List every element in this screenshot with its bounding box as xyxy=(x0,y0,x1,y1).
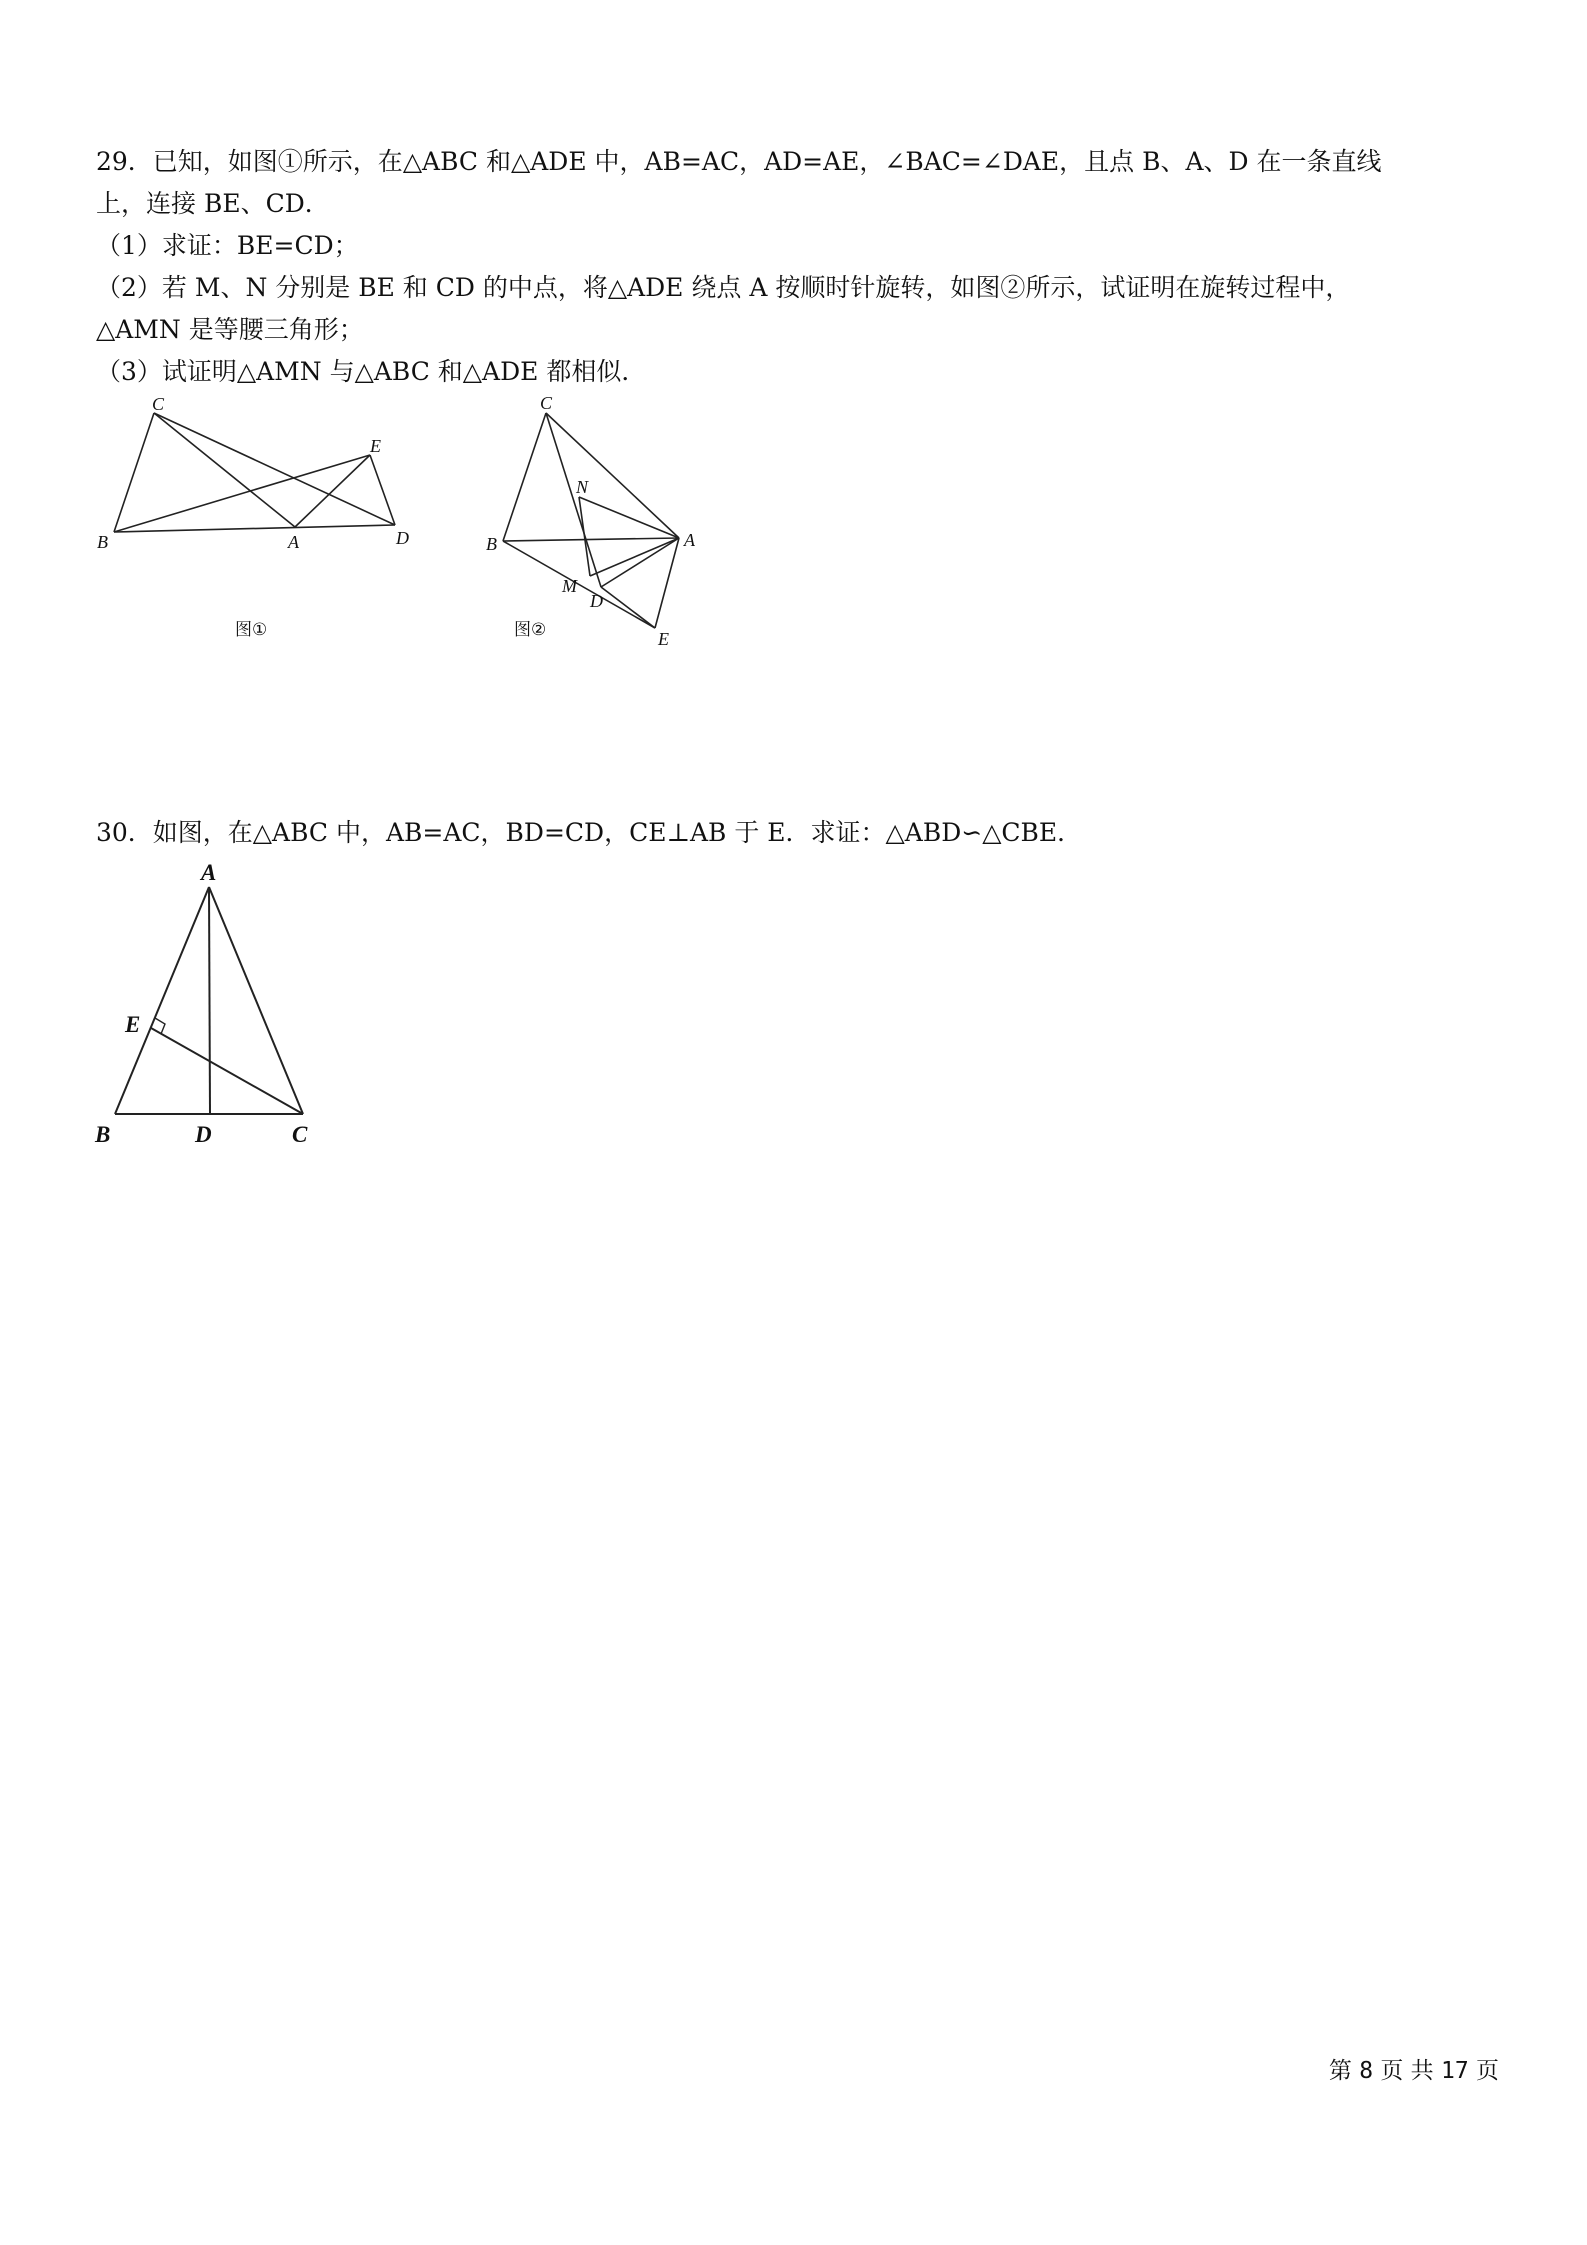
fig1-label-a: A xyxy=(288,532,299,552)
fig2-label-d: D xyxy=(590,591,603,611)
footer-middle: 页 共 xyxy=(1380,2058,1434,2084)
fig2-label-b: B xyxy=(486,534,497,554)
fig2-caption: 图② xyxy=(514,620,547,640)
q29-part-2a: （2）若 M、N 分别是 BE 和 CD 的中点，将△ADE 绕点 A 按顺时针旋转，如图②所示，试证明在旋转过程中， xyxy=(96,273,1351,302)
fig3-segment-ec xyxy=(151,1028,303,1114)
q29-part-3: （3）试证明△AMN 与△ABC 和△ADE 都相似． xyxy=(96,357,647,386)
fig2-label-n: N xyxy=(576,477,589,497)
figure-1-diagram xyxy=(90,395,430,645)
fig1-segment-ca xyxy=(154,413,295,527)
footer-total-pages: 17 xyxy=(1440,2058,1469,2084)
fig3-label-a: A xyxy=(201,860,217,885)
fig1-segment-bd xyxy=(114,525,395,532)
fig2-label-e: E xyxy=(658,629,669,649)
fig2-segment-na xyxy=(579,497,679,538)
fig2-segment-ba xyxy=(503,538,679,541)
fig1-segment-cb xyxy=(114,413,154,532)
fig3-label-c: C xyxy=(292,1122,308,1147)
q30-text: 30．如图，在△ABC 中，AB=AC，BD=CD，CE⊥AB 于 E．求证：△ABD∽△CBE． xyxy=(96,818,1083,847)
footer-suffix: 页 xyxy=(1476,2058,1499,2084)
fig1-label-b: B xyxy=(97,532,108,552)
fig3-label-d: D xyxy=(195,1122,212,1147)
figure-3 xyxy=(85,850,335,1150)
fig2-segment-de xyxy=(601,587,655,628)
page-footer xyxy=(1329,2052,1499,2085)
fig1-label-d: D xyxy=(396,528,409,548)
fig3-segment-ac xyxy=(209,887,303,1114)
q29-part-2b: △AMN 是等腰三角形； xyxy=(96,315,364,344)
fig3-label-b: B xyxy=(95,1122,111,1147)
fig3-segment-ad xyxy=(209,887,210,1114)
footer-page-number: 8 xyxy=(1359,2058,1374,2084)
fig2-segment-cb xyxy=(503,413,546,541)
fig2-segment-be xyxy=(503,541,655,628)
fig1-label-c: C xyxy=(152,395,165,414)
q29-line-2: 上，连接 BE、CD． xyxy=(96,189,330,218)
figure-2 xyxy=(480,395,720,655)
fig2-segment-nm xyxy=(579,497,590,576)
footer-prefix: 第 xyxy=(1328,2058,1352,2084)
figure-2-diagram xyxy=(480,395,720,655)
fig2-label-c: C xyxy=(540,395,553,413)
fig1-label-e: E xyxy=(370,436,381,456)
q29-line-1: 29．已知，如图①所示，在△ABC 和△ADE 中，AB=AC，AD=AE，∠BAC=∠DAE，且点 B、A、D 在一条直线 xyxy=(96,147,1382,176)
fig2-segment-ma xyxy=(590,538,679,576)
fig2-label-a: A xyxy=(684,530,695,550)
fig2-label-m: M xyxy=(562,576,577,596)
fig3-label-e: E xyxy=(125,1012,141,1037)
figure-3-diagram xyxy=(85,850,335,1150)
fig1-segment-cd xyxy=(154,413,395,525)
fig1-caption: 图① xyxy=(235,620,268,640)
q29-part-1: （1）求证：BE=CD； xyxy=(96,231,359,260)
fig1-segment-be xyxy=(114,455,370,532)
fig3-segment-ab xyxy=(115,887,209,1114)
figure-1 xyxy=(90,395,430,645)
